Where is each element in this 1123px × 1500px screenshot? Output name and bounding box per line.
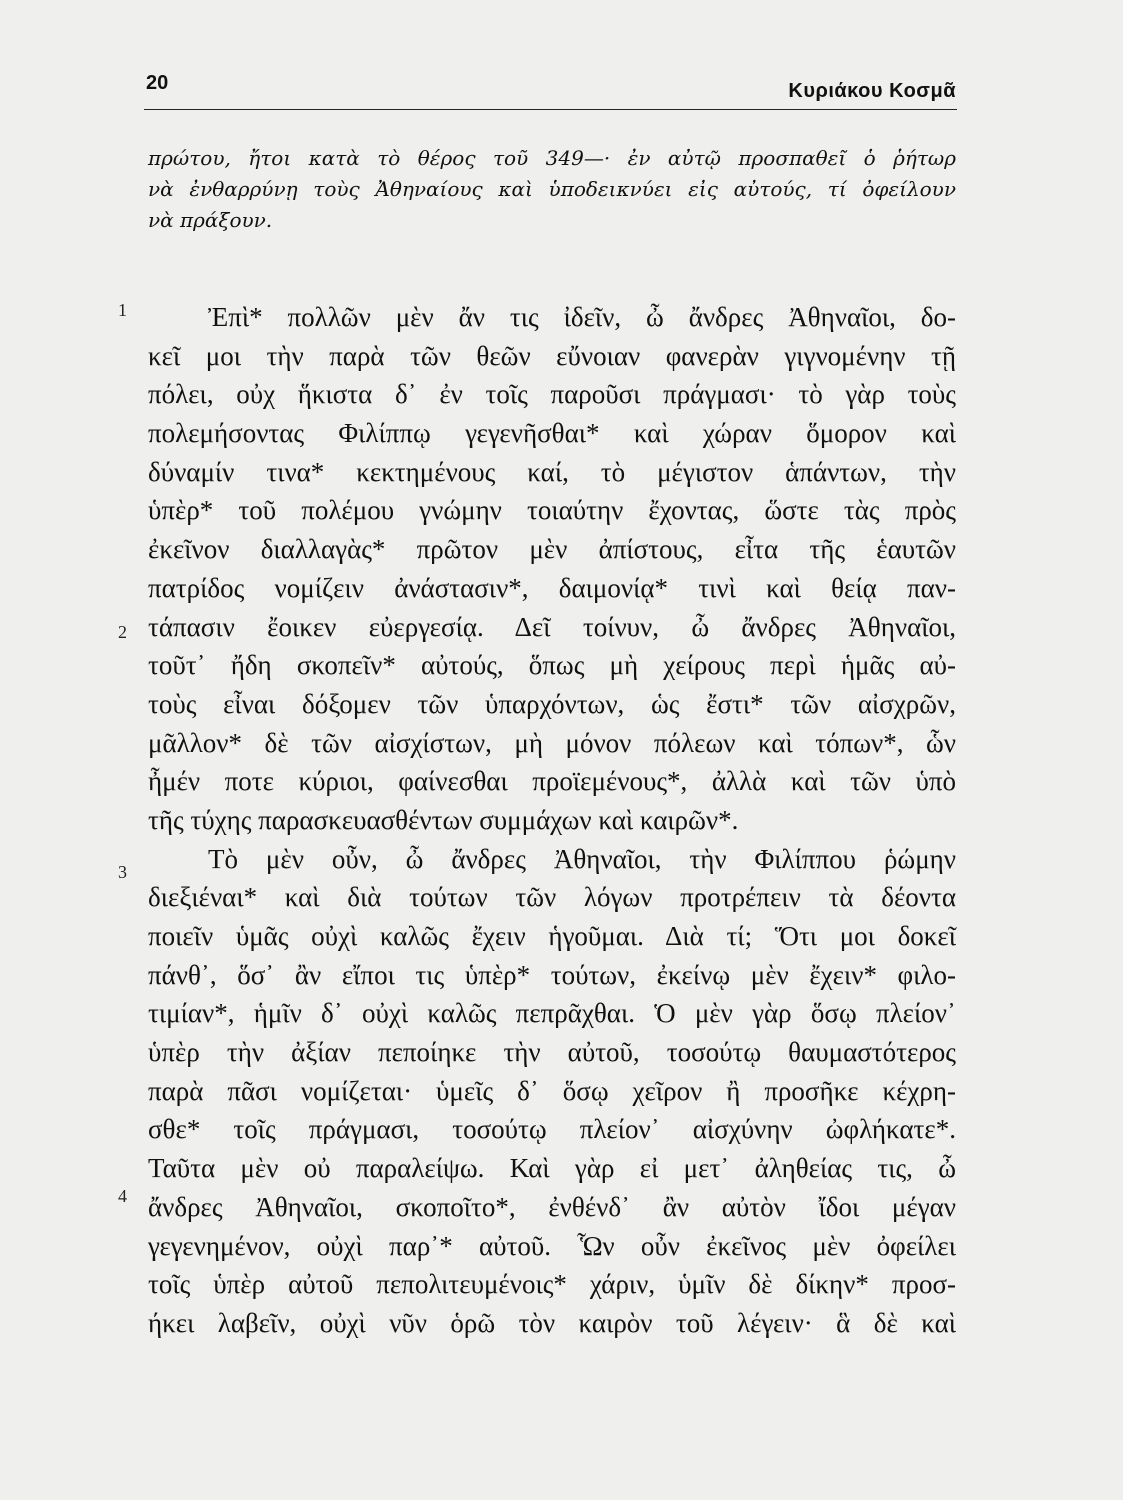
main-text — [148, 298, 956, 1343]
text-line: δύναμίν τινα* κεκτημένους καί, τὸ μέγιστον ἁπάντων, τὴν — [148, 456, 956, 487]
text-line: πατρίδος νομίζειν ἀνάστασιν*, δαιμονίᾳ* τινὶ καὶ θείᾳ παν- — [148, 572, 956, 603]
text-line: ποιεῖν ὑμᾶς οὐχὶ καλῶς ἔχειν ἡγοῦμαι. Διὰ τί; Ὅτι μοι δοκεῖ — [148, 921, 956, 951]
text-line: πολεμήσοντας Φιλίππῳ γεγενῆσθαι* καὶ χώραν ὅμορον καὶ — [148, 418, 956, 449]
intro-line: νὰ πράξουν. — [148, 208, 273, 232]
text-line: τοῖς ὑπὲρ αὐτοῦ πεπολιτευμένοις* χάριν, ὑμῖν δὲ δίκην* προσ- — [148, 1269, 956, 1300]
text-line: Ταῦτα μὲν οὐ παραλείψω. Καὶ γὰρ εἰ μετ᾽ ἀληθείας τις, ὦ — [148, 1153, 956, 1184]
text-line: ἦμέν ποτε κύριοι, φαίνεσθαι προϊεμένους*, ἀλλὰ καὶ τῶν ὑπὸ — [148, 766, 956, 797]
text-line: πάνθ᾽, ὅσ᾽ ἂν εἴποι τις ὑπὲρ* τούτων, ἐκείνῳ μὲν ἔχειν* φιλο- — [148, 959, 956, 990]
text-line: παρὰ πᾶσι νομίζεται· ὑμεῖς δ᾽ ὅσῳ χεῖρον ἢ προσῆκε κέχρη- — [148, 1075, 956, 1106]
text-line: τῆς τύχης παρασκευασθέντων συμμάχων καὶ καιρῶν*. — [148, 804, 739, 835]
page-number: 20 — [146, 72, 169, 94]
header-rule — [144, 109, 957, 110]
text-line: τοὺς εἶναι δόξομεν τῶν ὑπαρχόντων, ὡς ἔστι* τῶν αἰσχρῶν, — [148, 688, 956, 719]
intro-line: νὰ ἐνθαρρύνῃ τοὺς Ἀθηναίους καὶ ὑποδεικνύει εἰς αὐτούς, τί ὀφείλουν — [148, 177, 956, 201]
text-line: κεῖ μοι τὴν παρὰ τῶν θεῶν εὔνοιαν φανερὰν γιγνομένην τῇ — [148, 340, 956, 371]
text-line: Ἐπὶ* πολλῶν μὲν ἄν τις ἰδεῖν, ὦ ἄνδρες Ἀθηναῖοι, δο- — [208, 302, 956, 332]
text-line: ὑπὲρ τὴν ἀξίαν πεποίηκε τὴν αὐτοῦ, τοσούτῳ θαυμαστότερος — [148, 1037, 956, 1068]
text-line: ὑπὲρ* τοῦ πολέμου γνώμην τοιαύτην ἔχοντας, ὥστε τὰς πρὸς — [148, 495, 956, 526]
running-title: Κυριάκου Κοσμᾶ — [788, 80, 956, 102]
text-line: μᾶλλον* δὲ τῶν αἰσχίστων, μὴ μόνον πόλεων καὶ τόπων*, ὧν — [148, 727, 956, 758]
text-line: διεξιέναι* καὶ διὰ τούτων τῶν λόγων προτρέπειν τὰ δέοντα — [148, 882, 956, 913]
section-number-4: 4 — [118, 1186, 127, 1206]
intro-line: πρώτου, ἤτοι κατὰ τὸ θέρος τοῦ 349—· ἐν αὐτῷ προσπαθεῖ ὁ ῥήτωρ — [148, 146, 956, 170]
section-number-2: 2 — [118, 622, 127, 642]
text-line: ήκει λαβεῖν, οὐχὶ νῦν ὁρῶ τὸν καιρὸν τοῦ λέγειν· ἃ δὲ καὶ — [148, 1307, 956, 1338]
section-number-1: 1 — [118, 300, 127, 320]
section-number-3: 3 — [118, 862, 127, 882]
text-line: σθε* τοῖς πράγμασι, τοσούτῳ πλείον᾽ αἰσχύνην ὠφλήκατε*. — [148, 1114, 956, 1145]
text-line: Τὸ μὲν οὖν, ὦ ἄνδρες Ἀθηναῖοι, τὴν Φιλίππου ῥώμην — [208, 843, 956, 874]
text-line: ἐκεῖνον διαλλαγὰς* πρῶτον μὲν ἀπίστους, εἶτα τῆς ἑαυτῶν — [148, 534, 956, 565]
text-line: τάπασιν ἔοικεν εὐεργεσίᾳ. Δεῖ τοίνυν, ὦ ἄνδρες Ἀθηναῖοι, — [148, 611, 956, 642]
text-line: τοῦτ᾽ ἤδη σκοπεῖν* αὐτούς, ὅπως μὴ χείρους περὶ ἡμᾶς αὐ- — [148, 650, 956, 681]
text-line: ἄνδρες Ἀθηναῖοι, σκοποῖτο*, ἐνθένδ᾽ ἂν αὐτὸν ἴδοι μέγαν — [148, 1191, 956, 1222]
text-line: γεγενημένον, οὐχὶ παρ᾽* αὐτοῦ. Ὧν οὖν ἐκεῖνος μὲν ὀφείλει — [148, 1230, 956, 1261]
intro-summary — [148, 143, 956, 236]
text-line: τιμίαν*, ἡμῖν δ᾽ οὐχὶ καλῶς πεπρᾶχθαι. Ὁ μὲν γὰρ ὅσῳ πλείον᾽ — [148, 998, 956, 1029]
text-line: πόλει, οὐχ ἥκιστα δ᾽ ἐν τοῖς παροῦσι πράγμασι· τὸ γὰρ τοὺς — [148, 379, 956, 410]
